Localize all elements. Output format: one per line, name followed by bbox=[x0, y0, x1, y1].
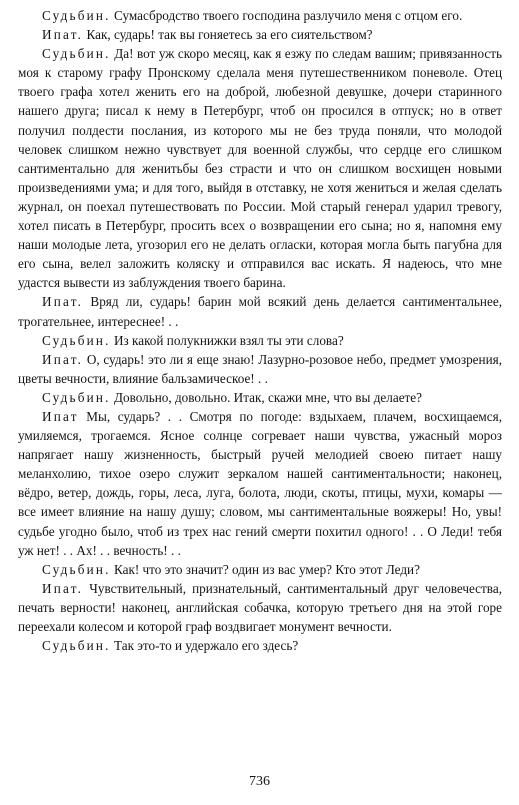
speech-text: Как, сударь! так вы гоняетесь за его сиятельством? bbox=[83, 27, 373, 43]
speaker-name: Судьбин. bbox=[42, 8, 111, 23]
dialogue-paragraph bbox=[18, 6, 502, 25]
speech-text: Чувствительный, признательный, сантиментальный друг человечества, печать верности! наконец, английская собачка, которую третьего дня на этой горе переехали колесом и которой граф воздвигает монумент вечности. bbox=[18, 580, 502, 634]
speech-text: Довольно, довольно. Итак, скажи мне, что вы делаете? bbox=[110, 389, 423, 405]
speaker-name: Судьбин. bbox=[42, 46, 111, 62]
dialogue-paragraph bbox=[18, 292, 502, 330]
speech-text: О, сударь! это ли я еще знаю! Лазурно-розовое небо, предмет умозрения, цветы вечности, влияние бальзамическое! . . bbox=[18, 351, 502, 386]
speaker-name: Судьбин. bbox=[42, 638, 111, 654]
dialogue-paragraph bbox=[18, 560, 502, 579]
dialogue-paragraph bbox=[18, 636, 502, 655]
speaker-name: Ипат. bbox=[42, 294, 84, 310]
speech-text: Как! что это значит? один из вас умер? Кто этот Леди? bbox=[110, 561, 420, 577]
speech-text: Да! вот уж скоро месяц, как я езжу по следам вашим; привязанность моя к старому графу Пронскому сделала меня путешественником поневоле. Отец твоего графа хотел женить его на доброй, любезной девушке, дочери старинного нашего друга; писал к нему в Петербург, чтоб он просился в отпуск; но в ответ получил полдести послания, из которого мы не без труда поняли, что молодой человек слишком нежно чувствует для военной службы, что сердце его слишком сантиментально для женитьбы без страсти и что он слишком восхищен новыми произведениями ума; и для того, выйдя в отставку, не хотя жениться и желая сделать журнал, он поехал путешествовать по России. Мой старый генерал ударил тревогу, хотел писать в Петербург, просить всех о возвращении его сына; но я, напомня ему наши молодые лета, угозорил его не делать огласки, которая могла быть пагубна для его сына, велел заложить коляску и отправился вас искать. Я надеюсь, что мне удастся вывести из заблуждения твоего барина. bbox=[18, 46, 502, 291]
speaker-name: Ипат. bbox=[42, 351, 84, 367]
speech-text: Так это-то и удержало его здесь? bbox=[110, 638, 299, 654]
play-text-page bbox=[18, 6, 502, 655]
dialogue-paragraph bbox=[18, 388, 502, 407]
speaker-name: Судьбин. bbox=[42, 332, 111, 348]
speech-text: Мы, сударь? . . Смотря по погоде: вздыхаем, плачем, восхищаемся, умиляемся, трогаемся. Ясное солнце согревает наши чувства, ужасный мороз напрягает нашу жизненность, быстрый ручей мелодией своею питает нашу меланхолию, тихое озеро служит зеркалом нашей сантиментальности; наконец, вёдро, ветер, дождь, горы, леса, луга, болота, люди, скоты, птицы, мухи, комары — все имеет влияние на нашу душу; словом, мы сантиментальные вояжеры! Но, увы! судьбе угодно было, чтоб из трех нас гений смерти похитил одного! . . О Леди! тебя уж нет! . . Ах! . . вечность! . . bbox=[18, 408, 502, 558]
page-number: 736 bbox=[249, 774, 270, 789]
speaker-name: Ипат. bbox=[42, 27, 84, 43]
dialogue-paragraph bbox=[18, 350, 502, 388]
dialogue-paragraph bbox=[18, 331, 502, 350]
speaker-name: Судьбин. bbox=[42, 389, 111, 405]
speech-text: Вряд ли, сударь! барин мой всякий день делается сантиментальнее, трогательнее, интереснее! . . bbox=[18, 294, 502, 329]
dialogue-paragraph bbox=[18, 25, 502, 44]
speaker-name: Ипат. bbox=[42, 580, 84, 596]
speech-text: Из какой полукнижки взял ты эти слова? bbox=[110, 332, 344, 348]
dialogue-paragraph bbox=[18, 579, 502, 636]
speaker-name: Судьбин. bbox=[42, 561, 111, 577]
dialogue-paragraph bbox=[18, 407, 502, 560]
dialogue-paragraph bbox=[18, 44, 502, 292]
speaker-name: Ипат bbox=[42, 408, 79, 424]
speech-text: Сумасбродство твоего господина разлучило меня с отцом его. bbox=[110, 8, 463, 23]
